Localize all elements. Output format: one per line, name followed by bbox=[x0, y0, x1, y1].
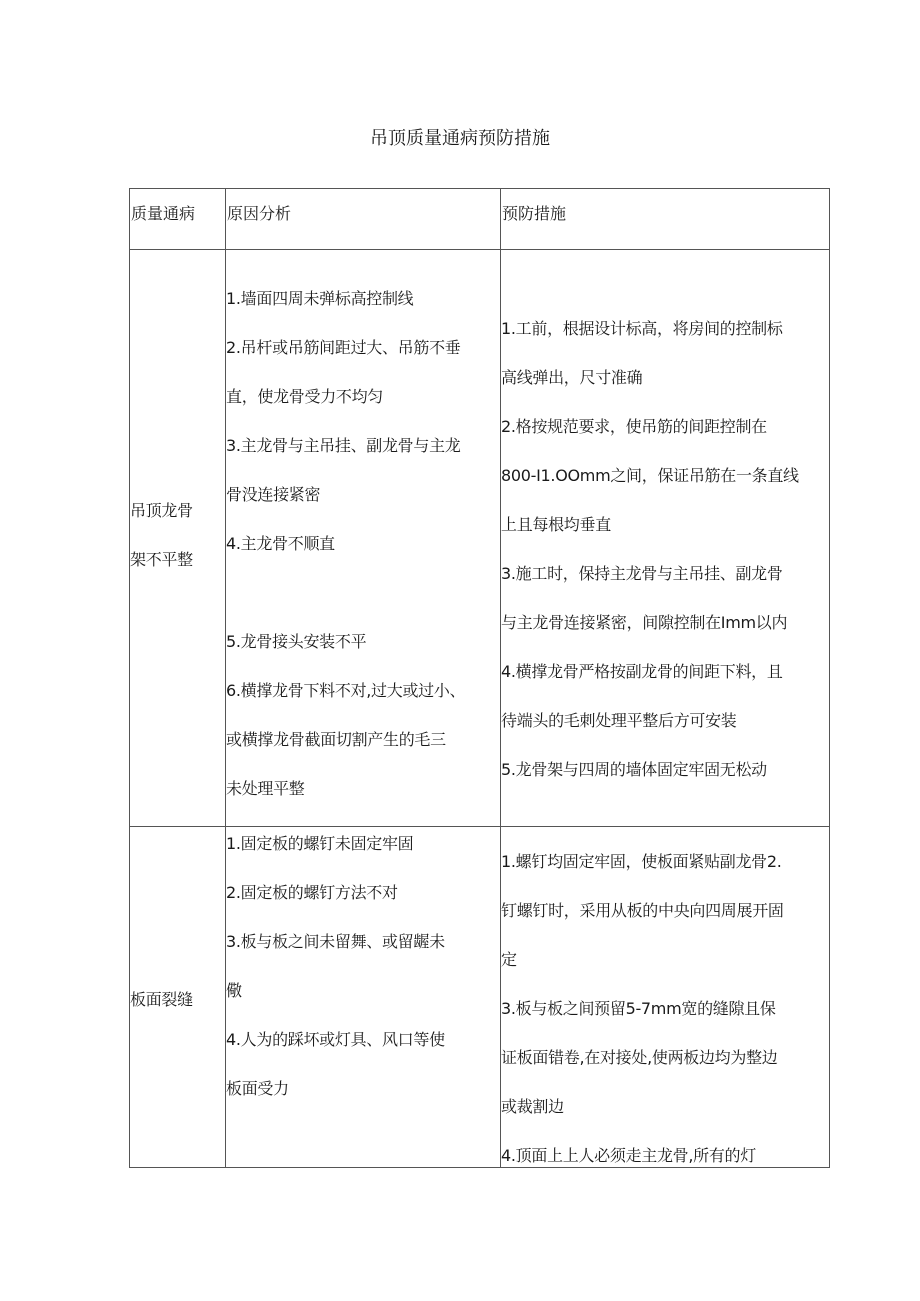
measure-line: 4.顶面上上人必须走主龙骨,所有的灯 bbox=[501, 1146, 756, 1165]
cause-line: 5.龙骨接头安装不平 bbox=[226, 632, 367, 651]
measure-list bbox=[501, 304, 829, 794]
row-defect-label: 板面裂缝 bbox=[130, 990, 193, 1009]
measure-line: 高线弹出，尺寸准确 bbox=[501, 368, 643, 387]
cause-line: 3.主龙骨与主吊挂、副龙骨与主龙 bbox=[226, 436, 461, 455]
quality-table bbox=[129, 188, 830, 1168]
measure-list bbox=[501, 837, 829, 1180]
measure-line: 4.横撑龙骨严格按副龙骨的间距下料，且 bbox=[501, 662, 783, 681]
measure-line: 待端头的毛刺处理平整后方可安装 bbox=[501, 711, 737, 730]
measure-line: 钉螺钉时，采用从板的中央向四周展开固 bbox=[501, 901, 784, 920]
cause-line: 2.吊杆或吊筋间距过大、吊筋不垂 bbox=[226, 338, 461, 357]
cause-line: 儆 bbox=[226, 981, 242, 1000]
cause-line: 或横撑龙骨截面切割产生的毛三 bbox=[226, 730, 446, 749]
cause-list bbox=[226, 274, 500, 813]
measure-line: 2.格按规范要求，使吊筋的间距控制在 bbox=[501, 417, 767, 436]
measure-line: 1.工前，根据设计标高，将房间的控制标 bbox=[501, 319, 783, 338]
cause-line: 板面受力 bbox=[226, 1079, 289, 1098]
row-measure-cell bbox=[501, 250, 830, 827]
cause-line: 4.主龙骨不顺直 bbox=[226, 534, 335, 553]
cause-list bbox=[226, 819, 500, 1113]
cause-line: 骨没连接紧密 bbox=[226, 485, 321, 504]
table-header-row bbox=[130, 189, 830, 250]
measure-line: 800-I1.OOmm之间，保证吊筋在一条直线 bbox=[501, 466, 799, 485]
row-defect-cell bbox=[130, 250, 226, 827]
header-cause: 原因分析 bbox=[226, 189, 501, 250]
cause-line: 2.固定板的螺钉方法不对 bbox=[226, 883, 398, 902]
cause-line: 1.固定板的螺钉未固定牢固 bbox=[226, 834, 414, 853]
measure-line: 1.螺钉均固定牢固，使板面紧贴副龙骨2. bbox=[501, 852, 782, 871]
cause-line: 4.人为的踩坏或灯具、风口等使 bbox=[226, 1030, 445, 1049]
measure-line: 定 bbox=[501, 950, 517, 969]
table-row bbox=[130, 827, 830, 1168]
cause-line: 3.板与板之间未留舞、或留龌未 bbox=[226, 932, 445, 951]
row-cause-cell bbox=[226, 250, 501, 827]
header-defect: 质量通病 bbox=[130, 189, 226, 250]
row-cause-cell bbox=[226, 827, 501, 1168]
header-measure: 预防措施 bbox=[501, 189, 830, 250]
cause-line: 1.墙面四周未弹标高控制线 bbox=[226, 289, 414, 308]
document-title: 吊顶质量通病预防措施 bbox=[370, 128, 550, 149]
row-defect-label: 吊顶龙骨 架不平整 bbox=[130, 501, 193, 569]
measure-line: 证板面错卷,在对接处,使两板边均为整边 bbox=[501, 1048, 778, 1067]
row-defect-cell bbox=[130, 827, 226, 1168]
cause-line: 直，使龙骨受力不均匀 bbox=[226, 387, 384, 406]
cause-line: 未处理平整 bbox=[226, 779, 305, 798]
table-row bbox=[130, 250, 830, 827]
measure-line: 上且每根均垂直 bbox=[501, 515, 611, 534]
measure-line: 3.施工时，保持主龙骨与主吊挂、副龙骨 bbox=[501, 564, 783, 583]
row-measure-cell bbox=[501, 827, 830, 1168]
measure-line: 5.龙骨架与四周的墙体固定牢固无松动 bbox=[501, 760, 767, 779]
measure-line: 与主龙骨连接紧密，间隙控制在Imm以内 bbox=[501, 613, 788, 632]
measure-line: 3.板与板之间预留5-7mm宽的缝隙且保 bbox=[501, 999, 776, 1018]
measure-line: 或裁割边 bbox=[501, 1097, 564, 1116]
cause-line: 6.横撑龙骨下料不对,过大或过小、 bbox=[226, 681, 466, 700]
